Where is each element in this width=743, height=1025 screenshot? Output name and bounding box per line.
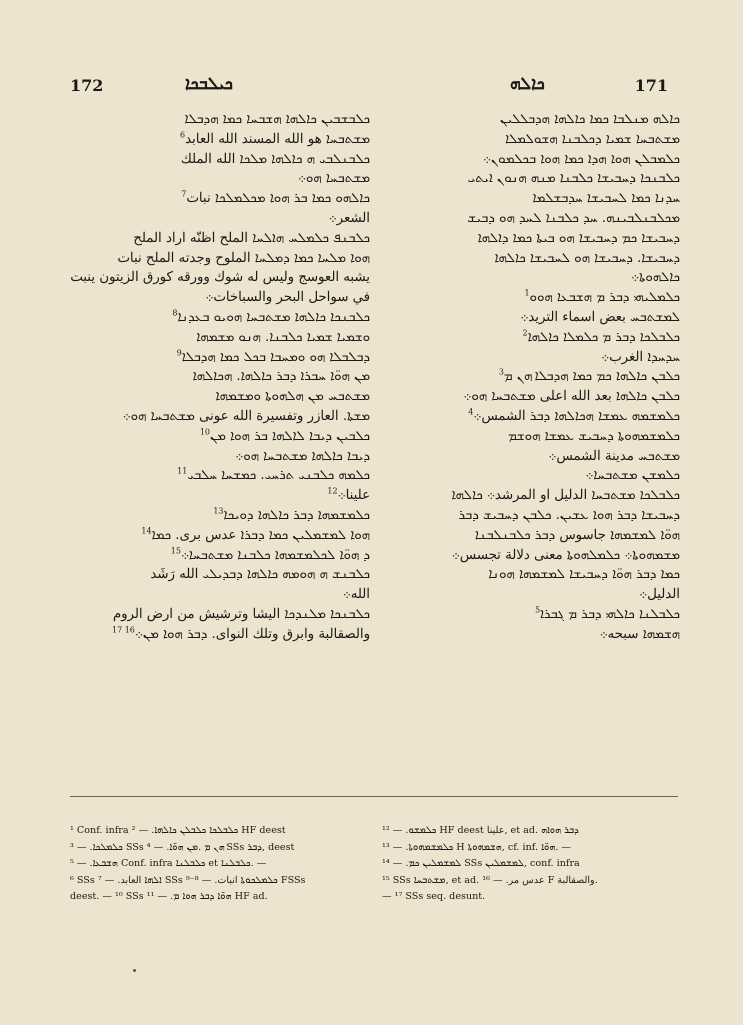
footnote-line: — ¹⁷ SSs seq. desunt. [382, 891, 486, 903]
text-line [380, 268, 680, 288]
page-speck [133, 969, 136, 972]
text-line [380, 407, 680, 427]
footnote-marker: 4 [468, 407, 474, 417]
page-number-left: 172 [70, 76, 104, 95]
text-line [70, 130, 370, 150]
line-text: ܕܚܒܝܫܐ. ܕܚܒܝܫܐ ܗܘ ܠܚܒܝܫܐ ܟܐܠܗܐ [494, 250, 680, 266]
line-text: ܟܠܒܠܟܐ ܕܒܪ ܡ ܟܠܡܠܐ ܟܐܠܗܐ [527, 329, 680, 345]
line-text: ܡܟܠܒܢܠܒܝܢܗ. ܚܕ ܟܠܒܢܐ ܠܚܕ ܗܘ ܕܒܝܫ [467, 210, 680, 226]
text-line [380, 229, 680, 249]
line-text: ܗܘ̈ܐ ܠܡܫܡܗܐ جاسوس ܕܒܪ ܟܠܒܢܠܒܢܐ [474, 527, 680, 543]
line-text: ܚܕܢܐ ܟܡܐ ܠܚܒܝܫܐ ܚܕܒܫܠܡܐ [532, 191, 680, 207]
text-line [70, 308, 370, 328]
line-text: ܟܠܡܗ ܟܠܒܢܝ ܬܪܚܝ. ܟܡܫܚܐ ܚܠܒܝ [187, 468, 370, 484]
text-line [70, 249, 370, 269]
footnote-marker: 3 [498, 367, 504, 377]
text-line [380, 308, 680, 328]
text-line [70, 526, 370, 546]
line-text: ܟܠܒܢܫ ܗ ܗܘܡܗ ܟܐܠܗܐ ܕܒܕܝܠܝ الله رَشَد [150, 567, 370, 583]
line-text: ܟܠܡܫܡܗܘܬܐ ܕܚܒܝܫ ܥܡܫܐ ܗܘܫܡ [508, 428, 680, 444]
text-line [380, 605, 680, 625]
text-line [70, 546, 370, 566]
line-text: الشعر܀ [328, 210, 370, 226]
text-line [70, 288, 370, 308]
page-number-right: 171 [634, 76, 668, 95]
text-line [380, 209, 680, 229]
line-text: ܟܠܡܠܝܗܝ ܕܒܪ ܡ ܗܫܒܥܐ ܗܘܘ [529, 290, 680, 306]
running-header [0, 74, 743, 98]
line-text: ܟܐܠܗܘ ܟܡܐ ܒܪ ܗܘܐ ܡܟܠܡܠܟܐ نبات [186, 191, 370, 207]
text-line [380, 367, 680, 387]
footnotes-right [382, 823, 682, 906]
text-line [70, 506, 370, 526]
text-line [380, 526, 680, 546]
running-title-left: ܟܝܠܒܟܐ [185, 74, 233, 94]
line-text: ܟܠܡܒܠܢ ܗܘܐ ܗܕܐ ܟܡܐ ܗܘܐ ܒܟܠܡܘܢ܀ [482, 151, 680, 167]
text-line [70, 565, 370, 585]
footnote-line: ܟܠܡܠܟܐ. — ³ SSs ܗܢ ܡ .ܡܢ ܗܘ̈ܐ. — ⁴ SSs ܕܒܪ, deest [70, 841, 295, 853]
text-line [380, 387, 680, 407]
text-line [70, 229, 370, 249]
footnote-marker: 10 [199, 427, 210, 437]
line-text: الدليل܀ [639, 587, 680, 603]
line-text: ܟܐܠܗܘܬܐ܀ [631, 270, 680, 286]
line-text: ܟܠܒܢ ܟܐܠܗܐ ܟܡ ܟܡܐ ܗܕܒܠܐ ܗܢ ܡ [503, 369, 680, 385]
line-text: ܡܫܬܒܚ ܡܢ ܗܠܗܘܬܐ ܘܡܫܡܗܐ [215, 389, 370, 405]
line-text: ܟܠܒܢܦ ܟܠܡܠܚ ܗܐܠܚܐ الملح اظنّه اراد الملح [133, 230, 370, 246]
text-line [70, 348, 370, 368]
line-text: ܟܠܒܢ ܟܐܠܗܐ بعد الله اعلى ܡܫܬܒܚܐ ܗܘ܀ [463, 389, 680, 405]
text-line [70, 427, 370, 447]
footnote-line: ¹⁵ SSs ܡܫܬܒܚܐ, et ad. عدس مر. — ¹⁶ F والصقالبة. [382, 874, 598, 886]
left-column-text [70, 110, 370, 645]
line-text: ܟܠܡܫܢ ܡܫܬܒܚܐ܀ [585, 468, 680, 484]
line-text: الله܀ [342, 587, 370, 603]
line-text: ܟܠܒܢܟܐ ܟܐܠܗܐ ܡܫܬܒܚܐ ܗܘܝܘ ܒܥܕܢܐ [177, 309, 370, 325]
text-line [380, 328, 680, 348]
line-text: في سواحل البحر والسباخات܀ [205, 290, 370, 306]
text-line [70, 407, 370, 427]
text-line [380, 585, 680, 605]
text-line [380, 625, 680, 645]
text-line [70, 169, 370, 189]
line-text: ܕܚܒܝܫܐ ܕܒܪ ܗܘܐ ܥܫܝܢ. ܟܠܒܢ ܕܚܒܝܫ ܕܒܪ [458, 507, 680, 523]
footnote-marker: 11 [177, 466, 188, 476]
line-text: ܟܠܒܢܟܐ ܡܠܢܕܟܐ اليشا وترشيش من ارض الروم [112, 606, 370, 622]
footnote-marker: 13 [213, 506, 224, 516]
footnote-marker: 14 [141, 526, 152, 536]
line-text: ܡܢ ܗܘ̈ܐ ܚܒܪܐ ܕܒܪ ܟܐܠܗܐ. ܗܟܐܠܗܐ [192, 369, 370, 385]
line-text: ܗܘܐ ܠܡܫܡܠܝܢ ܟܡܐ ܕܒܪܐ عدس برى. ܟܡܐ [151, 527, 370, 543]
line-text: والصقالبة وابرق وتلك النواى. ܕܒܪ ܗܘܐ ܡܢ܀ [134, 626, 370, 642]
text-line [380, 288, 680, 308]
line-text: ܡܫܬܒܚ مدينة الشمس܀ [548, 448, 680, 464]
footnote-marker: 9 [176, 348, 182, 358]
line-text: ܟܠܒܠܢܐ ܟܐܠܗܝ ܕܒܪ ܡ ܓܒܪܐ [540, 606, 680, 622]
line-text: ܡܫܡܗܘܬܐ܀ ܟܠܡܠܗܘܬܐ معنى دلالة تجسس܀ [451, 547, 680, 563]
line-text: ܟܠܡܫܡܗ ܥܡܫܐ ܗܟܐܠܗܐ ܕܒܪ الشمس܀ [473, 408, 680, 424]
text-line [380, 546, 680, 566]
line-text: ܘܫܡܝܐ ܫܡܝܐ ܟܠܒܢܐ. ܗܢܘ ܡܫܡܗܐ [196, 329, 370, 345]
text-line [380, 447, 680, 467]
line-text: ܟܠܒܫܒܝܢ ܟܐܠܗܐ ܗܫܒܚܐ ܟܡܐ ܗܕܒܠܐ [184, 112, 370, 127]
text-line [70, 447, 370, 467]
text-line [380, 169, 680, 189]
line-text: ܕܝܒܐ ܟܐܠܗܐ ܡܫܬܒܚܐ ܗܘ܀ [235, 448, 370, 464]
line-text: ܕ ܗܘ̈ܐ ܠܟܠܡܫܡܗܐ ܟܠܒܢܐ ܡܫܬܒܚܐ܀ [180, 547, 370, 563]
footnote-marker: 12 [327, 486, 338, 496]
footnote-marker: 1 [524, 288, 530, 298]
line-text: علينا܀ [337, 488, 370, 504]
line-text: ܟܡܐ ܕܒܪ ܗܘ̈ܐ ܕܚܒܝܫܐ ܠܡܫܡܗܐ ܗܘܢܐ [488, 567, 680, 583]
line-text: ܠܡܫܬܒܚ بعض اسماء التريد܀ [520, 309, 680, 325]
line-text: ܡܫܬܒܚܐ ܫܡܝܐ ܕܟܠܒܢܐ ܗܫܘܠܡܠܐ [505, 131, 680, 147]
footnote-marker: 15 [170, 546, 181, 556]
text-line [70, 466, 370, 486]
line-text: ܟܠܒܢܟܐ ܕܚܒܝܫܐ ܟܠܒܢܐ ܡܢܗ ܗܢܘܢ ܐܝܬܝ [467, 171, 680, 187]
text-line [380, 189, 680, 209]
right-column-text [380, 110, 680, 645]
line-text: ܕܚܒܝܫܐ ܟܡ ܕܚܒܝܫܐ ܗܘ ܒܝܬܐ ܟܡܐ ܕܐܠܗܐ [477, 230, 680, 246]
footnote-marker: 16 17 [111, 625, 135, 635]
text-line [380, 348, 680, 368]
footnote-marker: 6 [180, 130, 186, 140]
line-text: ܟܠܒܝܢ ܕܝܒܐ ܠܐܠܗܐ ܒܪ ܗܘܐ ܡܢ [210, 428, 370, 444]
line-text: ܟܠܡܫܡܗܐ ܕܒܪ ܟܐܠܗܐ ܕܘܝܟܐ [223, 507, 370, 523]
line-text: ܗܫܡܗܐ سبحه܀ [599, 626, 680, 642]
footnote-marker: 2 [522, 328, 528, 338]
text-line [70, 209, 370, 229]
text-line [70, 328, 370, 348]
text-line [70, 585, 370, 605]
text-line [380, 506, 680, 526]
footnote-line: ܟܠܡܫܡܗܘܬܐ. — ¹³ H ܗܫܡܗܘܬܐ, cf. inf. ܗܘ̈ܐ. — [382, 841, 572, 853]
line-text: ܟܐܠܗ ܡܢܠܒܐ ܟܡܐ ܟܐܠܗܐ ܗܕܒܠܠܝܢ [500, 112, 680, 127]
text-line [70, 625, 370, 645]
line-text: ܟܠܒܠܟܐ ܡܫܬܒܚܐ الدليل او المرشد܀ ܟܐܠܗܐ [451, 488, 680, 504]
text-line [380, 110, 680, 130]
footnote-line: ܠܡܫܡܠܝܢ ܟܡ. — ¹⁴ SSs ܠܡܫܡܠܝܢ, conf. infra [382, 858, 580, 870]
text-line [70, 110, 370, 130]
line-text: ܡܫܬܒܚܐ ܗܘ܀ [297, 171, 370, 187]
text-line [380, 427, 680, 447]
line-text: ܕܒܠܒܠܐ ܗܘ ܘܡܚܒܐ ܒܟܠ ܟܡܐ ܗܕܒܠܐ [181, 349, 370, 365]
footnote-marker: 5 [535, 605, 541, 615]
footnote-line: ܟܠܡܫܘ. — ¹² HF deest علينا, et ad. ܕܒܪ ܗܘܐܗ [382, 825, 579, 836]
text-line [380, 150, 680, 170]
text-line [70, 486, 370, 506]
line-text: ܡܫܬܐ. العازر وتفسيرة الله عونى ܡܫܬܒܚܐ ܗܘ܀ [122, 408, 370, 424]
running-title-right: ܟܐܠܗ [510, 74, 545, 94]
text-line [70, 605, 370, 625]
text-line [70, 189, 370, 209]
line-text: ܡܫܬܒܚܐ هو الله المسند الله العابد [185, 131, 370, 147]
footnote-divider [70, 796, 678, 797]
text-line [70, 150, 370, 170]
text-line [380, 466, 680, 486]
footnotes-left [70, 823, 370, 906]
text-line [70, 387, 370, 407]
footnote-line: ¹ Conf. infra ܟܠܒܠܟܐ ܟܠܒܠܢ ܟܐܠܗܐ. — ² HF deest [70, 825, 286, 836]
footnote-marker: 8 [172, 308, 178, 318]
text-line [380, 130, 680, 150]
line-text: يشبه العوسج وليس له شوك وورقه كورق الزيتون ينبت [70, 270, 370, 286]
footnote-line: ⁶ SSs ܐܠܗܐ العابد. — ⁷ SSs ܟܠܡܠܟܘܬܐ انبات. — ⁸⁻⁹ FSSs [70, 874, 306, 886]
footnote-marker: 7 [181, 189, 187, 199]
text-line [380, 249, 680, 269]
line-text: ܗܘܐ ܡܠܚܐ ܟܡܐ ܕܡܠܚܐ الملوح وجدته الملح نبات [117, 250, 370, 266]
text-line [70, 367, 370, 387]
footnote-line: ܗܫܒܥܐ. — ⁵ Conf. infra ܟܠܒܠܢܐ et ܟܠܒܠܢܐ. — [70, 858, 267, 870]
text-line [70, 268, 370, 288]
text-line [380, 486, 680, 506]
text-line [380, 565, 680, 585]
line-text: ܚܕܚܕܐ الغرب܀ [601, 349, 680, 365]
line-text: ܟܠܒܢܠܒܝ ܗ ܟܐܠܗܐ ܡܠܟܐ الله الملك [180, 151, 370, 167]
footnote-line: deest. — ¹⁰ SSs ܗܘ̈ܐ ܕܒܪ ܗܘܐ ܡ. — ¹¹ HF ad. [70, 891, 268, 903]
